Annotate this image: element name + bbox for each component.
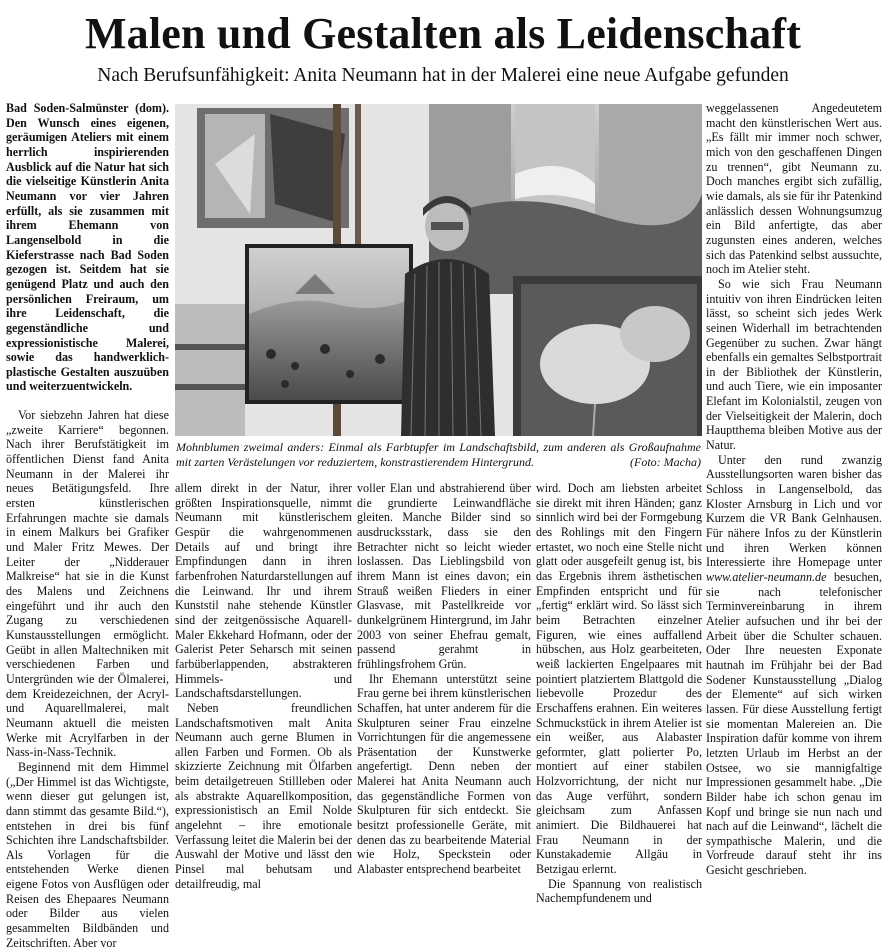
artist-studio-photo bbox=[175, 104, 702, 436]
column-4 bbox=[536, 481, 702, 906]
photo-caption bbox=[176, 440, 701, 469]
column-2 bbox=[175, 481, 352, 891]
column-right bbox=[706, 101, 882, 877]
paragraph: So wie sich Frau Neumann intuitiv von ihren Eindrücken leiten lässt, so scheint sich jedes Werk seinen Widerhall im betrachtenden Gegenüber zu suchen. Zwar hängt ebenfalls ein gemaltes Selbstportrait in der Bibliothek der Künstlerin, und auch Tiere, wie ein imposanter Elefant im Kolonialstil, zeugen von der Vielseitigkeit der Malerin, doch Hauptthema bleiben Motive aus der Natur. bbox=[706, 276, 882, 453]
paragraph: Beginnend mit dem Himmel („Der Himmel ist das Wichtigste, wenn dieser gut gelungen ist, dann stimmt das gesamte Bild.“), entstehen in drei bis fünf Schichten ihre Landschaftsbilder. Als Vorlagen für die entstehenden Werke dienen eigene Fotos von Ausflügen oder Reisen des Ehepaares Neumann oder Bilder aus vielen gesammelten Bildbänden und Zeitschriften. Aber vor bbox=[6, 759, 169, 950]
paragraph: weggelassenen Angedeutetem macht den künstlerischen Wert aus. „Es fällt mir immer noch schwer, mich von den geschaffenen Dingen zu trennen“, gibt Neumann zu. Doch manches ergibt sich zufällig, wie damals, als sie für ihr Patenkind anlässlich dessen Wohnungsumzug ein Bild anfertigte, das aber zugunsten eines anderen, welches sich das Patenkind selbst aussuchte, noch im Atelier steht. bbox=[706, 101, 882, 277]
paragraph: Neben freundlichen Landschaftsmotiven malt Anita Neumann auch gerne Blumen in allen Farben und Formen. Ob als skizzierte Zeichnung mit Ölfarben beim detailgetreuen Stillleben oder als abstrakte Aquarellkomposition, expressionistisch an Emil Nolde angelehnt – ihre emotionale Verfassung leitet die Malerin bei der Auswahl der Motive und lässt den Pinsel mal behutsam und detailfreudig, mal bbox=[175, 700, 352, 891]
paragraph: allem direkt in der Natur, ihrer größten Inspirationsquelle, nimmt Neumann mit künstlerischem Gespür die wahrgenommenen Details auf und bringt ihre Empfindungen dann in ihren farbenfrohen Naturdarstellungen auf die Leinwand. Ihr und ihrem Kunststil nahe stehende Künstler sind der zeitgenössische Aquarell-Maler Ekkehard Hofmann, oder der Galerist Peter Seharsch mit seinen farbüberlappenden, abstrakteren Himmels- und Landschaftsdarstellungen. bbox=[175, 481, 352, 701]
paragraph: Vor siebzehn Jahren hat diese „zweite Karriere“ begonnen. Nach ihrer Berufstätigkeit im öffentlichen Dienst fand Anita Neumann in der Malerei ihr neues Betätigungsfeld. Ihre ersten künstlerischen Erfahrungen machte sie damals in einem Malkurs bei Grafiker und Maler Fritz Mewes. Der Leiter der „Nidderauer Malkreise“ hat sie in die Kunst des Malens und Zeichnens eingeführt und ihr auch den Zugang zu verschiedenen Kunstausstellungen ermöglicht. Geübt in allen Maltechniken mit verschiedenen Farben und Untergründen wie der Ölmalerei, dem Kreidezeichnen, der Acryl- und Aquarellmalerei, malt Neumann aktuell die meisten Werke mit Acrylfarben in der Nass-in-Nass-Technik. bbox=[6, 408, 169, 760]
article-photo bbox=[175, 104, 702, 436]
paragraph: voller Elan und abstrahierend über die grundierte Leinwandfläche gleiten. Manche Bilder sind so ausdrucksstark, dass sie den Betrachter nicht so leicht wieder loslassen. Das Lieblingsbild von ihrem Mann ist eines davon; ein Strauß weißen Flieders in einer Glasvase, mit Pastellkreide vor dunkelgrünem Hintergrund, im Jahr 2003 von seiner Ehefrau gemalt, passend gerahmt in frühlingsfrohem Grün. bbox=[357, 481, 531, 671]
lead-paragraph: Bad Soden-Salmünster (dom). Den Wunsch eines eigenen, geräumigen Ateliers mit einem herrlich inspirierenden Ausblick auf die Natur hat sich die vielseitige Künstlerin Anita Neumann vor vier Jahren erfüllt, als sie zusammen mit ihrem Ehemann von Langenselbold in die Kieferstrasse nach Bad Soden gezogen ist. Seitdem hat sie genügend Platz und auch den persönlichen Freiraum, um ihre Leidenschaft, die gegenständliche und expressionistische Malerei, sowie das handwerklich-plastische Gestalten auszuüben und weiterzuentwickeln. bbox=[6, 101, 169, 394]
column-3 bbox=[357, 481, 531, 877]
paragraph bbox=[706, 453, 882, 878]
caption-text: Mohnblumen zweimal anders: Einmal als Farbtupfer im Landschaftsbild, zum anderen als Großaufnahme mit zarten Verästelungen vor reduziertem, konstrastierendem Hintergrund. bbox=[176, 440, 701, 469]
paragraph: Die Spannung von realistisch Nachempfundenem und bbox=[536, 876, 702, 906]
paragraph: wird. Doch am liebsten arbeitet sie direkt mit ihren Händen; ganz sinnlich wird bei der Formgebung des Rohlings mit den Fingern ertastet, wo noch eine Stelle nicht glatt oder ausgefeilt genug ist, bis das Ergebnis ihrem ästhetischen Empfinden entspricht und für „fertig“ erklärt wird. So lässt sich beim Betrachten einzelner Figuren, wie eines auffallend hübschen, aus Holz gearbeiteten, weiß lackierten Engelpaares mit pointiert platziertem Blattgold die liebevolle Prozedur des Erschaffens erahnen. Ein weiteres Schmuckstück in ihrem Atelier ist ein weißer, aus Alabaster geformter, glatt polierter Po, montiert auf einer stabilen Holzvorrichtung, der nicht nur das Auge verführt, sondern gleichsam zum Anfassen animiert. Die Bildhauerei hat Frau Neumann in der Kunstakademie Allgäu in Betzigau erlernt. bbox=[536, 481, 702, 877]
paragraph-text: besuchen, sie nach telefonischer Terminvereinbarung in ihrem Atelier aufsuchen und ihr bei der Arbeit über die Schulter schauen. Oder Ihre neuesten Exponate hautnah im Frühjahr bei der Bad Sodener Kunstausstellung „Dialog der Elemente“ auf sich wirken lassen. Für diese Ausstellung fertigt sie momentan Malereien an. Die Inspiration dafür komme von ihrem letzten Urlaub im Herbst an der Ostsee, wo sie mannigfaltige Impressionen gesammelt habe. „Die Bilder habe ich schon genau im Kopf und bringe sie nun nach und nach auf die Leinwand“, lächelt die sympathische Malerin, und die Vorfreude darauf steht ihr ins Gesicht geschrieben. bbox=[706, 570, 882, 878]
paragraph: Ihr Ehemann unterstützt seine Frau gerne bei ihrem künstlerischen Schaffen, hat unter anderem für die Skulpturen seiner Frau einzelne Vorrichtungen für die angemessene Präsentation der Kunstwerke angefertigt. Denn neben der Malerei hat Anita Neumann auch das gegenständliche Formen von Skulpturen für sich entdeckt. Sie besitzt professionelle Geräte, mit denen das zu bearbeitende Material wie Holz, Speckstein oder Alabaster entsprechend bearbeitet bbox=[357, 671, 531, 877]
photo-credit: (Foto: Macha) bbox=[630, 454, 701, 469]
paragraph-text: Unter den rund zwanzig Ausstellungsorten waren bisher das Schloss in Langenselbold, das Kloster Arnsburg in Lich und vor Kurzem die VR Bank Gelnhausen. Für nähere Infos zu der Künstlerin und ihren Werken können Interessierte ihre Homepage unter bbox=[706, 452, 882, 570]
column-1 bbox=[6, 101, 169, 950]
headline: Malen und Gestalten als Leidenschaft bbox=[84, 9, 802, 58]
subheadline: Nach Berufsunfähigkeit: Anita Neumann hat in der Malerei eine neue Aufgabe gefunden bbox=[97, 65, 789, 86]
homepage-link[interactable]: www.atelier-neumann.de bbox=[706, 570, 827, 584]
